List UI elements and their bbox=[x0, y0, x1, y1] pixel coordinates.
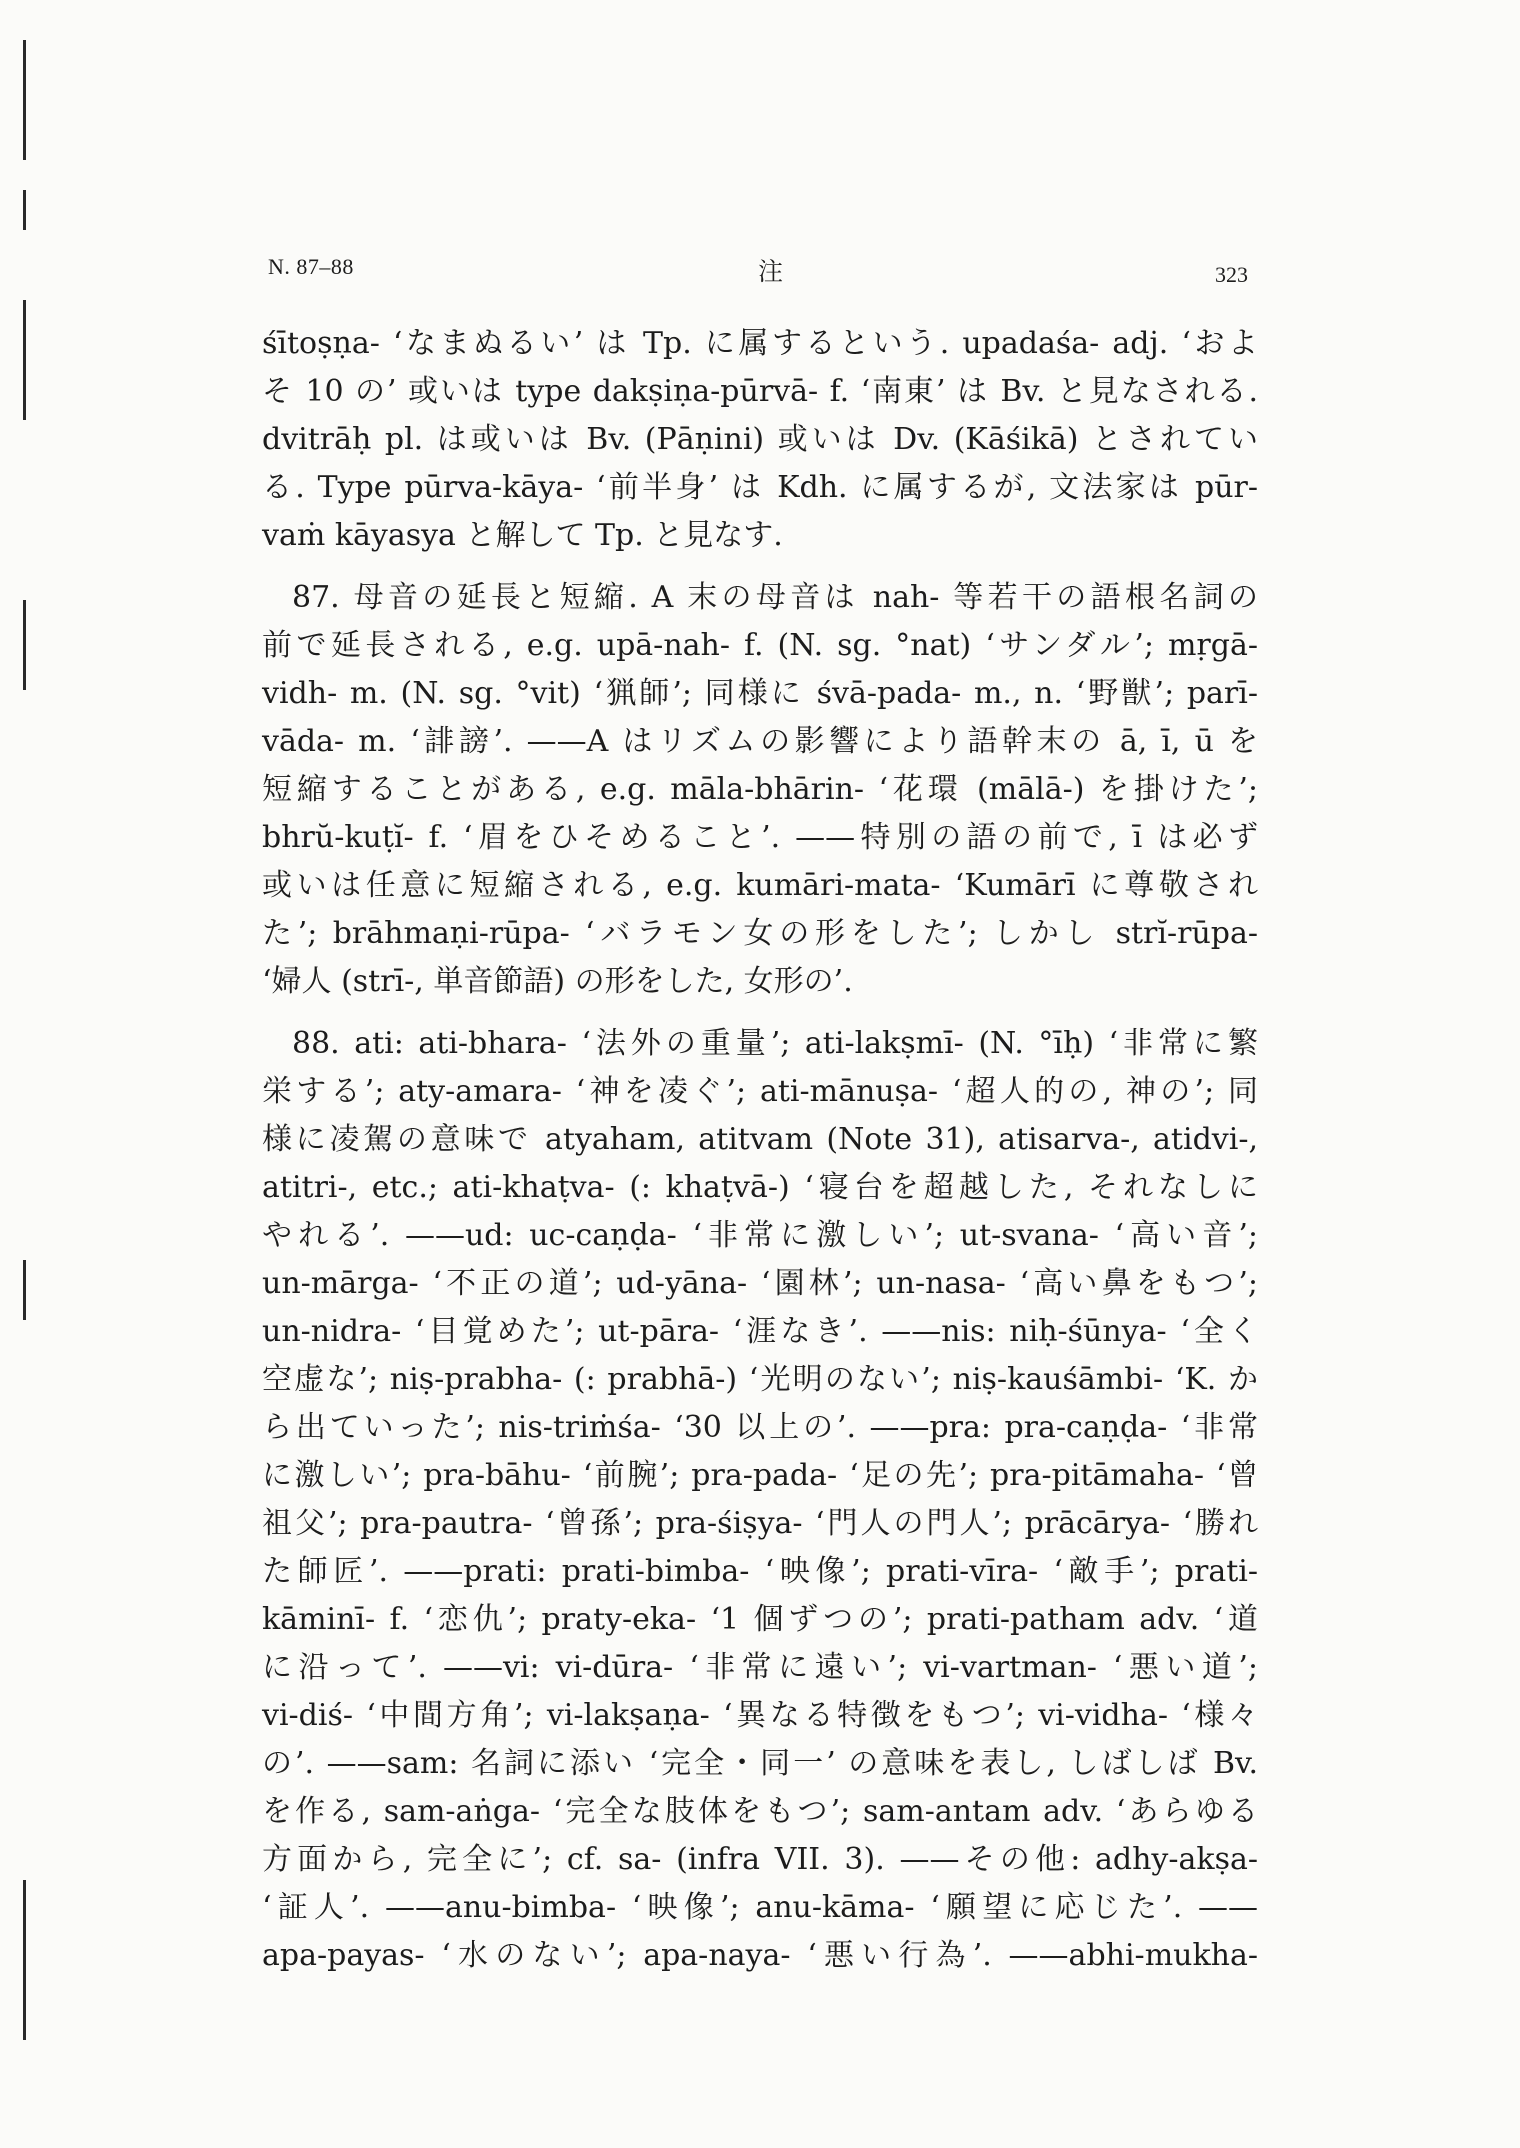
text-line: 短縮することがある, e.g. māla-bhārin- ‘花環 (mālā-) を掛けた’; bbox=[262, 772, 1258, 807]
text-line: 88. ati: ati-bhara- ‘法外の重量’; ati-lakṣmī- (N. °īḥ) ‘非常に繁 bbox=[292, 1026, 1258, 1061]
header-title: 注 bbox=[758, 257, 784, 286]
text-line: un-mārga- ‘不正の道’; ud-yāna- ‘園林’; un-nasa- ‘高い鼻をもつ’; bbox=[262, 1266, 1258, 1301]
scan-edge-mark bbox=[23, 40, 26, 160]
paragraph-gap bbox=[262, 560, 1258, 574]
text-line: atitri-, etc.; ati-khaṭva- (: khaṭvā-) ‘寝台を超越した, それなしに bbox=[262, 1170, 1258, 1205]
text-line: た師匠’. ——prati: prati-bimba- ‘映像’; prati-vīra- ‘敵手’; prati- bbox=[262, 1554, 1258, 1589]
text-line: śītoṣṇa- ‘なまぬるい’ は Tp. に属するという. upadaśa- adj. ‘およ bbox=[262, 326, 1258, 361]
text-line: 祖父’; pra-pautra- ‘曾孫’; pra-śiṣya- ‘門人の門人’; prācārya- ‘勝れ bbox=[262, 1506, 1258, 1541]
text-line: る. Type pūrva-kāya- ‘前半身’ は Kdh. に属するが, 文法家は pūr- bbox=[262, 470, 1258, 505]
text-line: vi-diś- ‘中間方角’; vi-lakṣaṇa- ‘異なる特徴をもつ’; vi-vidha- ‘様々 bbox=[262, 1698, 1258, 1733]
paragraph-gap bbox=[262, 1006, 1258, 1020]
scan-edge-mark bbox=[23, 190, 26, 230]
text-line: kāminī- f. ‘恋仇’; praty-eka- ‘1 個ずつの’; prati-patham adv. ‘道 bbox=[262, 1602, 1258, 1637]
section-range: N. 87–88 bbox=[268, 254, 354, 279]
text-line: vidh- m. (N. sg. °vit) ‘猟師’; 同様に śvā-pada- m., n. ‘野獣’; parī- bbox=[262, 676, 1258, 711]
scan-edge-mark bbox=[23, 1260, 26, 1320]
text-line: un-nidra- ‘目覚めた’; ut-pāra- ‘涯なき’. ——nis: niḥ-śūnya- ‘全く bbox=[262, 1314, 1258, 1349]
text-line: を作る, sam-aṅga- ‘完全な肢体をもつ’; sam-antam adv. ‘あらゆる bbox=[262, 1794, 1258, 1829]
text-line: vāda- m. ‘誹謗’. ——A はリズムの影響により語幹末の ā, ī, ū を bbox=[262, 724, 1258, 759]
text-line: ら出ていった’; nis-triṁśa- ‘30 以上の’. ——pra: pra-caṇḍa- ‘非常 bbox=[262, 1410, 1258, 1445]
text-line: 方面から, 完全に’; cf. sa- (infra VII. 3). ——その他: adhy-akṣa- bbox=[262, 1842, 1258, 1877]
page-header bbox=[268, 250, 1248, 290]
page-number: 323 bbox=[1215, 262, 1248, 287]
scan-edge-mark bbox=[23, 300, 26, 420]
scan-edge-mark bbox=[23, 600, 26, 690]
text-line: ‘証人’. ——anu-bimba- ‘映像’; anu-kāma- ‘願望に応じた’. —— bbox=[262, 1890, 1258, 1925]
text-line: やれる’. ——ud: uc-caṇḍa- ‘非常に激しい’; ut-svana- ‘高い音’; bbox=[262, 1218, 1258, 1253]
text-line: dvitrāḥ pl. は或いは Bv. (Pāṇini) 或いは Dv. (Kāśikā) とされてい bbox=[262, 422, 1258, 457]
text-line: ‘婦人 (strī-, 単音節語) の形をした, 女形の’. bbox=[262, 964, 853, 999]
text-line: bhrŭ-kuṭĭ- f. ‘眉をひそめること’. ——特別の語の前で, ī は必ず bbox=[262, 820, 1258, 855]
text-line: 様に凌駕の意味で atyaham, atitvam (Note 31), atisarva-, atidvi-, bbox=[262, 1122, 1258, 1157]
text-line: 前で延長される, e.g. upā-nah- f. (N. sg. °nat) ‘サンダル’; mṛgā- bbox=[262, 628, 1258, 663]
text-line: に激しい’; pra-bāhu- ‘前腕’; pra-pada- ‘足の先’; pra-pitāmaha- ‘曾 bbox=[262, 1458, 1258, 1493]
text-line: そ 10 の’ 或いは type dakṣiṇa-pūrvā- f. ‘南東’ は Bv. と見なされる. bbox=[262, 374, 1258, 409]
text-line: vaṁ kāyasya と解して Tp. と見なす. bbox=[262, 518, 783, 553]
text-line: 栄する’; aty-amara- ‘神を凌ぐ’; ati-mānuṣa- ‘超人的の, 神の’; 同 bbox=[262, 1074, 1258, 1109]
text-line: に沿って’. ——vi: vi-dūra- ‘非常に遠い’; vi-vartman- ‘悪い道’; bbox=[262, 1650, 1258, 1685]
text-line: 或いは任意に短縮される, e.g. kumāri-mata- ‘Kumārī に尊敬され bbox=[262, 868, 1258, 903]
text-line: 87. 母音の延長と短縮. A 末の母音は nah- 等若干の語根名詞の bbox=[292, 580, 1258, 615]
text-line: apa-payas- ‘水のない’; apa-naya- ‘悪い行為’. ——abhi-mukha- bbox=[262, 1938, 1258, 1973]
scan-edge-mark bbox=[23, 1880, 26, 2040]
body-text bbox=[262, 320, 1258, 1980]
text-line: の’. ——sam: 名詞に添い ‘完全・同一’ の意味を表し, しばしば Bv. bbox=[262, 1746, 1258, 1781]
text-line: た’; brāhmaṇi-rūpa- ‘バラモン女の形をした’; しかし strĭ-rūpa- bbox=[262, 916, 1258, 951]
text-line: 空虚な’; niṣ-prabha- (: prabhā-) ‘光明のない’; niṣ-kauśāmbi- ‘K. か bbox=[262, 1362, 1258, 1397]
